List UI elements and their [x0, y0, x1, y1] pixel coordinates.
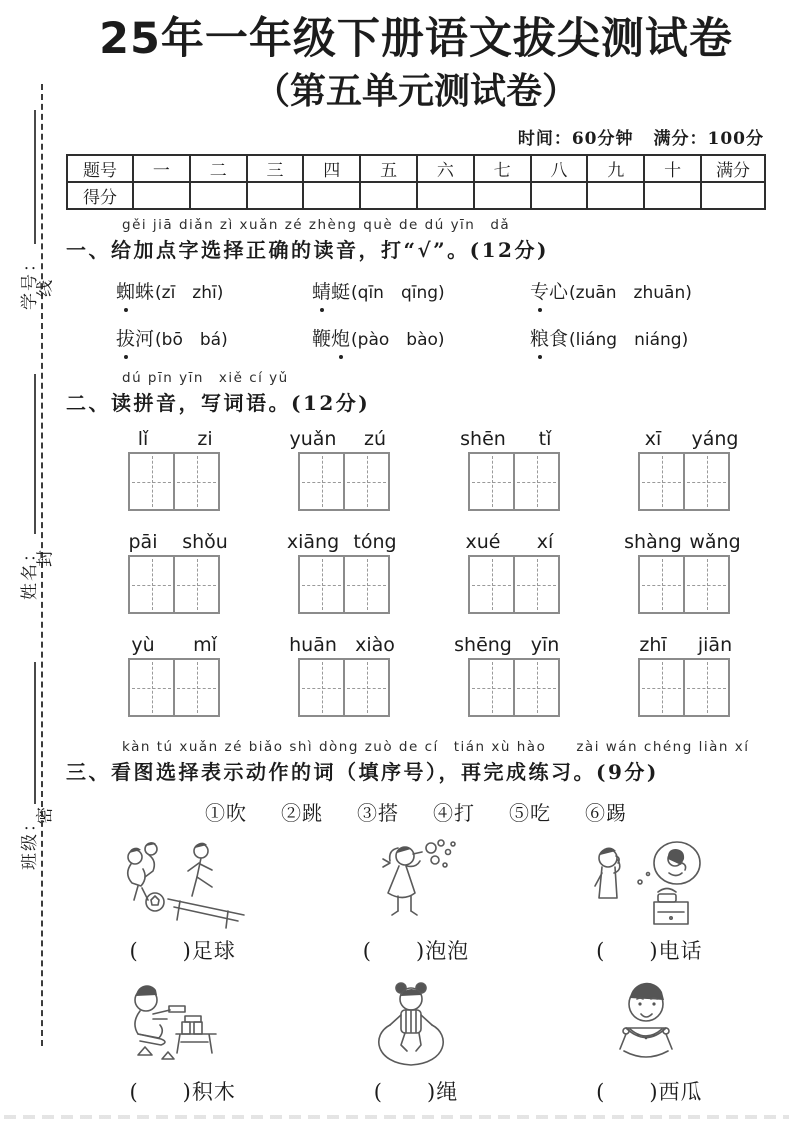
- student-id-blank[interactable]: [18, 110, 36, 244]
- writing-group: [268, 428, 420, 511]
- pinyin-syllable: xī: [644, 428, 662, 451]
- paper-subtitle: （第五单元测试卷）: [253, 70, 578, 112]
- plain-char: 蛛: [135, 281, 155, 304]
- pinyin-syllable: xué: [465, 531, 501, 554]
- paper-content: [66, 0, 766, 1106]
- picture-card: [533, 975, 766, 1106]
- writing-row: [98, 634, 760, 717]
- pinyin-syllable: yuǎn: [289, 428, 337, 451]
- writing-cell[interactable]: [683, 660, 728, 715]
- pronunciation-choices[interactable]: (liáng niáng): [569, 330, 689, 351]
- score-input-cell[interactable]: [247, 182, 304, 209]
- seal-char-xian: 线: [35, 280, 56, 297]
- caption-word: 绳: [436, 1080, 459, 1105]
- score-table-question-header: 六: [417, 155, 474, 182]
- writing-cell[interactable]: [173, 454, 218, 509]
- writing-group: [98, 531, 250, 614]
- writing-cell[interactable]: [130, 660, 173, 715]
- score-input-cell[interactable]: [587, 182, 644, 209]
- writing-box: [298, 658, 390, 717]
- writing-group: [438, 634, 590, 717]
- writing-box: [128, 452, 220, 511]
- score-table-question-header: 五: [360, 155, 417, 182]
- section3-options: [66, 797, 766, 826]
- plain-char: 河: [135, 328, 155, 351]
- score-table-question-header: 八: [531, 155, 588, 182]
- score-table-total-header: 满分: [701, 155, 765, 182]
- pinyin-syllable: xiāng: [286, 531, 340, 554]
- writing-group: [608, 531, 760, 614]
- pronunciation-choices[interactable]: (zuān zhuān): [569, 283, 692, 304]
- dotted-char: 蜻: [312, 277, 331, 304]
- picture-caption: [596, 935, 702, 965]
- pinyin-syllable: shǒu: [182, 531, 228, 554]
- writing-cell[interactable]: [513, 454, 558, 509]
- dotted-word-item: [530, 277, 766, 304]
- dotted-char: 蜘: [116, 277, 135, 304]
- writing-cell[interactable]: [343, 557, 388, 612]
- writing-cell[interactable]: [130, 557, 173, 612]
- pinyin-syllable: zi: [197, 428, 213, 451]
- dotted-char: 拔: [116, 324, 135, 351]
- phone-illustration: [574, 834, 724, 932]
- action-word-option: ⑤吃: [509, 801, 551, 826]
- action-word-option: ③搭: [357, 801, 399, 826]
- pinyin-label: [112, 634, 236, 656]
- dotted-word-item: [116, 277, 312, 304]
- pinyin-label: [112, 531, 236, 553]
- pinyin-syllable: tǐ: [538, 428, 552, 451]
- section3-pinyin-note: kàn tú xuǎn zé biǎo shì dòng zuò de cí tián xù hào zài wán chéng liàn xí: [122, 739, 750, 756]
- writing-row: [98, 428, 760, 511]
- pinyin-label: [622, 531, 746, 553]
- writing-group: [98, 428, 250, 511]
- section1-pinyin-note: gěi jiā diǎn zì xuǎn zé zhèng què de dú yīn dǎ: [122, 217, 511, 234]
- pinyin-syllable: mǐ: [193, 634, 217, 657]
- writing-cell[interactable]: [470, 454, 513, 509]
- score-input-cell[interactable]: [474, 182, 531, 209]
- writing-group: [608, 634, 760, 717]
- exam-time: 时间：60分钟: [517, 129, 634, 150]
- writing-box: [128, 555, 220, 614]
- class-field: [13, 640, 41, 870]
- exam-full-score: 满分：100分: [653, 129, 764, 150]
- pronunciation-choices[interactable]: (qīn qīng): [351, 283, 445, 304]
- action-word-option: ⑥踢: [585, 801, 627, 826]
- writing-cell[interactable]: [640, 557, 683, 612]
- section2-pinyin-note: dú pīn yīn xiě cí yǔ: [122, 370, 289, 387]
- dotted-word-item: [312, 277, 530, 304]
- picture-card: [299, 834, 532, 965]
- score-input-cell[interactable]: [417, 182, 474, 209]
- writing-group: [608, 428, 760, 511]
- score-input-cell[interactable]: [133, 182, 190, 209]
- picture-caption: [129, 935, 235, 965]
- pinyin-label: [282, 531, 406, 553]
- caption-word: 电话: [658, 939, 703, 964]
- blocks-illustration: [108, 975, 258, 1073]
- pinyin-syllable: yù: [131, 634, 155, 657]
- student-name-blank[interactable]: [18, 374, 36, 534]
- score-table-question-header: 三: [247, 155, 304, 182]
- writing-cell[interactable]: [513, 557, 558, 612]
- writing-box: [468, 555, 560, 614]
- pinyin-syllable: yīn: [530, 634, 560, 657]
- section2-heading: 二、读拼音，写词语。(12分): [66, 391, 371, 416]
- writing-box: [468, 658, 560, 717]
- writing-group: [268, 531, 420, 614]
- plain-char: 蜓: [331, 281, 351, 304]
- pronunciation-choices[interactable]: (zī zhī): [155, 283, 224, 304]
- writing-box: [638, 555, 730, 614]
- rope-illustration: [341, 975, 491, 1073]
- pinyin-label: [112, 428, 236, 450]
- score-table-question-header: 七: [474, 155, 531, 182]
- writing-cell[interactable]: [173, 557, 218, 612]
- pinyin-syllable: lǐ: [137, 428, 149, 451]
- picture-card: [533, 834, 766, 965]
- pinyin-syllable: shàng: [624, 531, 682, 554]
- plain-char: 心: [549, 281, 569, 304]
- writing-cell[interactable]: [130, 454, 173, 509]
- dotted-char: 专: [530, 277, 549, 304]
- writing-cell[interactable]: [300, 660, 343, 715]
- pinyin-syllable: jiān: [697, 634, 733, 657]
- writing-cell[interactable]: [343, 660, 388, 715]
- action-word-option: ④打: [433, 801, 475, 826]
- score-input-cell[interactable]: [644, 182, 701, 209]
- picture-card: [66, 975, 299, 1106]
- writing-box: [128, 658, 220, 717]
- dotted-word-item: [116, 324, 312, 351]
- pinyin-label: [282, 634, 406, 656]
- section2-grid-rows: [66, 428, 766, 717]
- pinyin-label: [452, 428, 576, 450]
- class-blank[interactable]: [18, 662, 36, 804]
- page-bottom-edge: [4, 1115, 789, 1119]
- pinyin-label: [452, 634, 576, 656]
- picture-caption: [129, 1076, 235, 1106]
- exam-info: [66, 124, 764, 149]
- picture-card: [66, 834, 299, 965]
- score-input-cell[interactable]: [531, 182, 588, 209]
- caption-word: 西瓜: [658, 1080, 703, 1105]
- student-id-label: 学号：: [19, 253, 40, 310]
- score-table-question-header: 一: [133, 155, 190, 182]
- score-input-cell[interactable]: [303, 182, 360, 209]
- seal-char-feng: 封: [35, 550, 56, 567]
- score-input-cell[interactable]: [360, 182, 417, 209]
- writing-group: [438, 428, 590, 511]
- section1-word-list: [116, 277, 766, 351]
- picture-caption: [596, 1076, 702, 1106]
- score-table-score-row: [67, 182, 765, 209]
- writing-cell[interactable]: [300, 557, 343, 612]
- pinyin-syllable: shēn: [460, 428, 506, 451]
- answer-blank[interactable]: ( ): [596, 939, 659, 964]
- picture-caption: [363, 935, 469, 965]
- score-row-label: 得分: [67, 182, 133, 209]
- writing-group: [98, 634, 250, 717]
- plain-char: 鞭: [312, 328, 332, 351]
- writing-cell[interactable]: [300, 454, 343, 509]
- pinyin-label: [622, 634, 746, 656]
- score-table-question-header: 四: [303, 155, 360, 182]
- bubbles-illustration: [341, 834, 491, 932]
- writing-box: [298, 555, 390, 614]
- pinyin-syllable: xí: [536, 531, 554, 554]
- seal-char-mi: 密: [35, 807, 56, 824]
- section3-heading: 三、看图选择表示动作的词（填序号），再完成练习。(9分): [66, 760, 659, 785]
- writing-group: [438, 531, 590, 614]
- answer-blank[interactable]: ( ): [129, 1080, 192, 1105]
- section3-cards: [66, 834, 766, 1106]
- pinyin-syllable: zhī: [639, 634, 667, 657]
- dotted-word-item: [312, 324, 530, 351]
- watermelon-illustration: [574, 975, 724, 1073]
- pinyin-syllable: yáng: [691, 428, 739, 451]
- pinyin-label: [452, 531, 576, 553]
- action-word-option: ①吹: [205, 801, 247, 826]
- dotted-word-item: [530, 324, 766, 351]
- pinyin-syllable: xiào: [355, 634, 395, 657]
- writing-cell[interactable]: [470, 660, 513, 715]
- pinyin-syllable: tóng: [353, 531, 397, 554]
- picture-caption: [374, 1076, 458, 1106]
- score-table-header-row: [67, 155, 765, 182]
- pinyin-syllable: pāi: [128, 531, 158, 554]
- pinyin-label: [282, 428, 406, 450]
- writing-cell[interactable]: [683, 454, 728, 509]
- dotted-char: 粮: [530, 324, 549, 351]
- caption-word: 积木: [191, 1080, 236, 1105]
- writing-cell[interactable]: [683, 557, 728, 612]
- score-table: [66, 154, 766, 210]
- writing-cell[interactable]: [640, 660, 683, 715]
- score-table-question-header: 九: [587, 155, 644, 182]
- student-name-label: 姓名：: [19, 543, 40, 600]
- score-input-cell[interactable]: [701, 182, 765, 209]
- pinyin-syllable: huān: [289, 634, 337, 657]
- class-label: 班级：: [19, 813, 40, 870]
- score-table-question-header: 十: [644, 155, 701, 182]
- pinyin-label: [622, 428, 746, 450]
- picture-card: [299, 975, 532, 1106]
- score-table-label-cell: 题号: [67, 155, 133, 182]
- answer-blank[interactable]: ( ): [373, 1080, 437, 1105]
- soccer-illustration: [108, 834, 258, 932]
- writing-box: [638, 452, 730, 511]
- answer-blank[interactable]: ( ): [596, 1080, 659, 1105]
- writing-row: [98, 531, 760, 614]
- action-word-option: ②跳: [281, 801, 323, 826]
- writing-cell[interactable]: [173, 660, 218, 715]
- answer-blank[interactable]: ( ): [362, 939, 426, 964]
- score-table-question-header: 二: [190, 155, 247, 182]
- answer-blank[interactable]: ( ): [129, 939, 192, 964]
- pinyin-syllable: wǎng: [689, 531, 741, 554]
- caption-word: 足球: [191, 939, 236, 964]
- caption-word: 泡泡: [425, 939, 470, 964]
- writing-group: [268, 634, 420, 717]
- writing-cell[interactable]: [513, 660, 558, 715]
- pronunciation-choices[interactable]: (pào bào): [351, 330, 445, 351]
- writing-box: [638, 658, 730, 717]
- section1-heading: 一、给加点字选择正确的读音，打“√”。(12分): [66, 238, 549, 263]
- paper-title: 25年一年级下册语文拔尖测试卷: [99, 14, 733, 64]
- writing-cell[interactable]: [343, 454, 388, 509]
- plain-char: 食: [549, 328, 569, 351]
- dotted-char: 炮: [331, 324, 350, 351]
- pinyin-syllable: zú: [363, 428, 386, 451]
- writing-cell[interactable]: [470, 557, 513, 612]
- writing-box: [468, 452, 560, 511]
- score-input-cell[interactable]: [190, 182, 247, 209]
- pronunciation-choices[interactable]: (bō bá): [155, 330, 228, 351]
- writing-box: [298, 452, 390, 511]
- writing-cell[interactable]: [640, 454, 683, 509]
- pinyin-syllable: shēng: [454, 634, 512, 657]
